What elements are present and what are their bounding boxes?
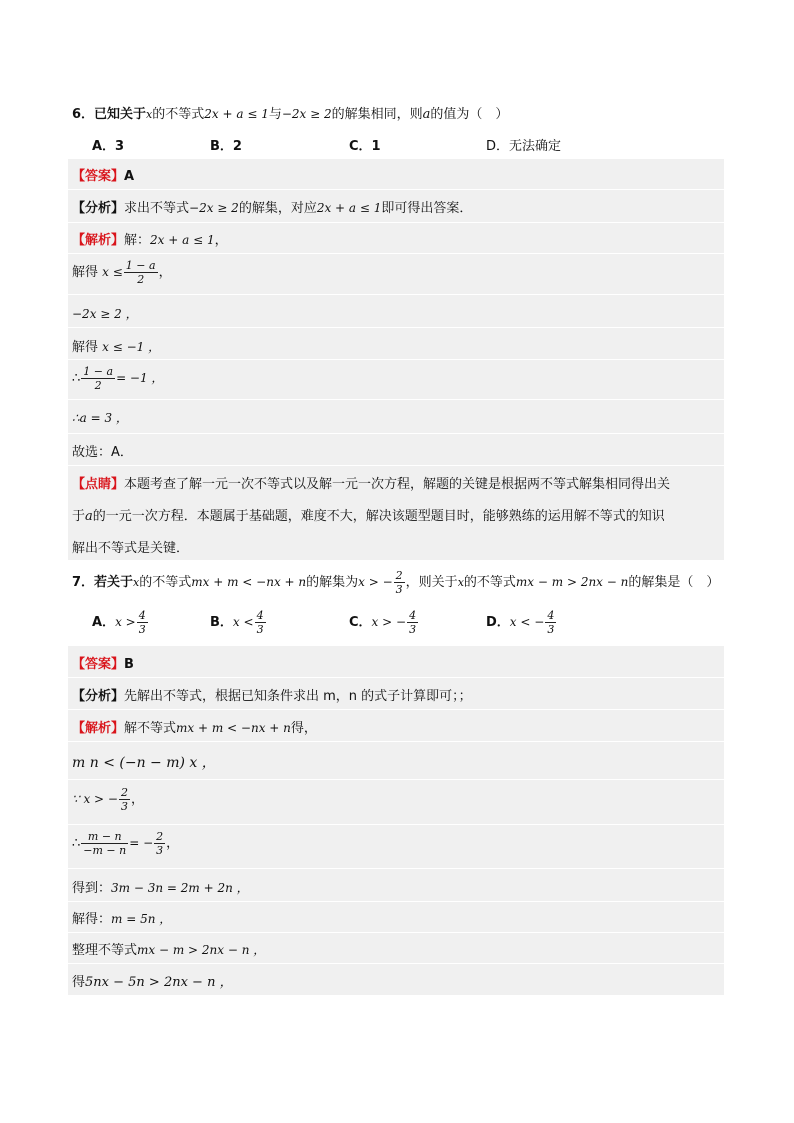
- q6-option-c[interactable]: C．1: [349, 139, 381, 154]
- fraction: $\frac{4}{3}$: [138, 609, 146, 636]
- q7-option-b[interactable]: B．x < $\frac{4}{3}$: [210, 609, 264, 636]
- q6-option-d[interactable]: D．无法确定: [486, 139, 562, 154]
- s6-point-1: 【点睛】本题考查了解一元一次不等式以及解一元一次方程，解题的关键是根据两不等式解集相同得出关: [72, 477, 671, 492]
- s7-line-2: m n < (−n − m) x ，: [72, 755, 216, 771]
- s6-line-7: 故选：A．: [72, 445, 133, 460]
- divider: [68, 294, 724, 295]
- s7-line-3: ∵ x > − $\frac{2}{3}$ ，: [72, 786, 144, 813]
- s6-answer: 【答案】A: [72, 169, 135, 184]
- fraction: $\frac{2}{3}$: [120, 786, 128, 813]
- s7-line-7: 整理不等式mx − m > 2nx − n ，: [72, 943, 266, 958]
- divider: [68, 253, 724, 254]
- divider: [68, 433, 724, 434]
- s7-line-4: ∴ $\frac{m - n}{-m - n}$ = − $\frac{2}{3}$ ，: [72, 830, 180, 857]
- s7-answer: 【答案】B: [72, 657, 134, 672]
- divider: [68, 901, 724, 902]
- s6-point-3: 解出不等式是关键．: [72, 541, 190, 556]
- s7-line-5: 得到：3m − 3n = 2m + 2n ，: [72, 881, 249, 896]
- q6-stem: 6．已知关于x的不等式2x + a ≤ 1与−2x ≥ 2的解集相同，则a的值为（ ）: [72, 107, 509, 122]
- q7-option-d[interactable]: D．x < − $\frac{4}{3}$: [486, 609, 555, 636]
- s7-analysis: 【分析】先解出不等式，根据已知条件求出 m，n 的式子计算即可；；: [72, 689, 472, 704]
- s7-line-8: 得5nx − 5n > 2nx − n ，: [72, 975, 233, 990]
- fraction: $\frac{4}{3}$: [256, 609, 264, 636]
- divider: [68, 189, 724, 190]
- s6-line-3: −2x ≥ 2 ，: [72, 307, 138, 321]
- q7-option-c[interactable]: C．x > − $\frac{4}{3}$: [349, 609, 417, 636]
- divider: [68, 399, 724, 400]
- solution-7: [68, 646, 724, 995]
- fraction: $\frac{4}{3}$: [409, 609, 417, 636]
- fraction: $\frac{1 - a}{2}$: [83, 365, 114, 392]
- fraction: $\frac{2}{3}$: [156, 830, 164, 857]
- fraction: $\frac{4}{3}$: [547, 609, 555, 636]
- divider: [68, 677, 724, 678]
- fraction: $\frac{2}{3}$: [395, 569, 403, 596]
- divider: [68, 932, 724, 933]
- divider: [68, 868, 724, 869]
- divider: [68, 222, 724, 223]
- divider: [68, 963, 724, 964]
- divider: [68, 327, 724, 328]
- solution-6: [68, 159, 724, 560]
- s6-explain: 【解析】解：2x + a ≤ 1，: [72, 233, 228, 248]
- q7-stem: 7．若关于x的不等式mx + m < −nx + n的解集为x > − $\frac{2}{3}$ ，则关于x的不等式mx − m > 2nx − n的解集是（ ）: [72, 569, 720, 596]
- divider: [68, 709, 724, 710]
- s6-line-2: 解得 x ≤ $\frac{1 - a}{2}$ ，: [72, 259, 172, 286]
- s7-line-6: 解得：m = 5n ，: [72, 912, 172, 927]
- s6-line-5: ∴ $\frac{1 - a}{2}$ = −1 ，: [72, 365, 164, 392]
- q6-option-a[interactable]: A．3: [92, 139, 125, 154]
- divider: [68, 741, 724, 742]
- fraction: $\frac{m - n}{-m - n}$: [83, 830, 127, 857]
- divider: [68, 359, 724, 360]
- s6-point-2: 于a的一元一次方程．本题属于基础题，难度不大，解决该题型题目时，能够熟练的运用解不等式的知识: [72, 509, 665, 524]
- q7-option-a[interactable]: A．x > $\frac{4}{3}$: [92, 609, 146, 636]
- fraction: $\frac{1 - a}{2}$: [125, 259, 156, 286]
- s6-line-6: ∴a = 3 ，: [72, 411, 128, 425]
- s6-line-4: 解得 x ≤ −1 ，: [72, 340, 161, 355]
- divider: [68, 465, 724, 466]
- q6-option-b[interactable]: B．2: [210, 139, 242, 154]
- s6-analysis: 【分析】求出不等式−2x ≥ 2的解集，对应2x + a ≤ 1即可得出答案．: [72, 201, 473, 216]
- s7-explain: 【解析】解不等式mx + m < −nx + n得，: [72, 721, 317, 736]
- divider: [68, 824, 724, 825]
- divider: [68, 779, 724, 780]
